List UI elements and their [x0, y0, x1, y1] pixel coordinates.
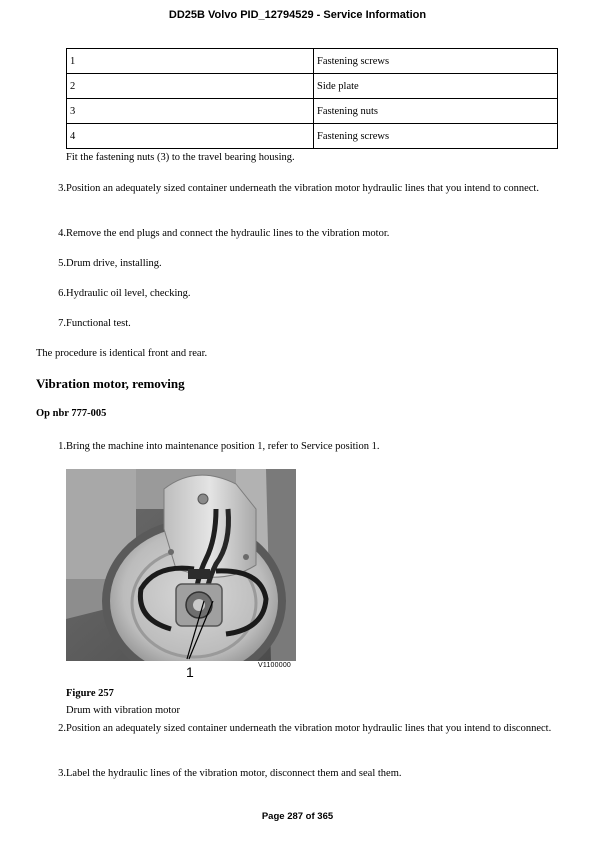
table-row — [67, 124, 558, 149]
step-text: Bring the machine into maintenance position 1, refer to Service position 1. — [66, 441, 380, 452]
part-number: 3 — [67, 99, 314, 124]
part-name: Fastening nuts — [314, 99, 558, 124]
fit-note: Fit the fastening nuts (3) to the travel bearing housing. — [66, 152, 295, 163]
step-item — [48, 226, 559, 241]
figure-title: Figure 257 — [66, 688, 114, 699]
step-text: Functional test. — [66, 318, 131, 329]
drum-motor-photo — [66, 469, 296, 661]
step-text: Position an adequately sized container underneath the vibration motor hydraulic lines that you intend to disconnect. — [66, 723, 552, 734]
part-name: Fastening screws — [314, 49, 558, 74]
step-number: 1. — [58, 441, 66, 452]
step-item — [48, 316, 559, 331]
step-text: Drum drive, installing. — [66, 258, 162, 269]
figure-callout-1: 1 — [186, 664, 194, 680]
op-number: Op nbr 777-005 — [36, 408, 107, 419]
figure-caption: Drum with vibration motor — [66, 705, 181, 716]
step-item — [48, 721, 559, 736]
step-number: 3. — [58, 768, 66, 779]
step-number: 2. — [58, 723, 66, 734]
procedure-note: The procedure is identical front and rear. — [36, 348, 208, 359]
figure-code: V1100000 — [258, 662, 292, 669]
step-item — [48, 439, 559, 454]
table-row — [67, 49, 558, 74]
step-text: Position an adequately sized container underneath the vibration motor hydraulic lines that you intend to connect. — [66, 183, 539, 194]
step-number: 4. — [58, 228, 66, 239]
part-name: Fastening screws — [314, 124, 558, 149]
part-number: 1 — [67, 49, 314, 74]
step-text: Hydraulic oil level, checking. — [66, 288, 191, 299]
step-number: 6. — [58, 288, 66, 299]
part-number: 4 — [67, 124, 314, 149]
page-header: DD25B Volvo PID_12794529 - Service Information — [168, 9, 427, 21]
table-row — [67, 99, 558, 124]
figure-photo — [66, 469, 296, 661]
step-number: 5. — [58, 258, 66, 269]
step-text: Remove the end plugs and connect the hydraulic lines to the vibration motor. — [66, 228, 390, 239]
table-row — [67, 74, 558, 99]
step-item — [48, 766, 559, 781]
parts-table — [66, 48, 558, 149]
step-item — [48, 286, 559, 301]
step-item — [48, 181, 559, 196]
step-item — [48, 256, 559, 271]
step-number: 3. — [58, 183, 66, 194]
part-number: 2 — [67, 74, 314, 99]
page-footer: Page 287 of 365 — [261, 811, 334, 822]
section-title: Vibration motor, removing — [36, 376, 185, 391]
part-name: Side plate — [314, 74, 558, 99]
step-number: 7. — [58, 318, 66, 329]
step-text: Label the hydraulic lines of the vibration motor, disconnect them and seal them. — [66, 768, 402, 779]
